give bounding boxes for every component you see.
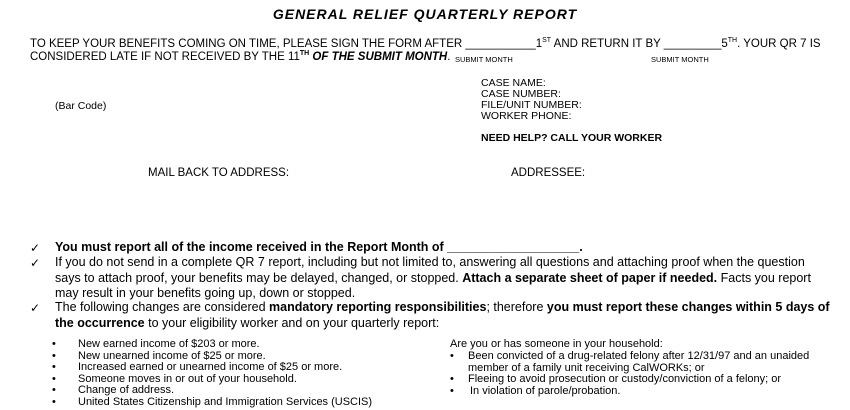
bullet-icon: • [52,361,56,373]
check-icon: ✓ [30,256,41,270]
bullet-icon: • [52,338,56,350]
intro-sup-th-2: TH [299,50,310,58]
intro-line-1-part-a: TO KEEP YOUR BENEFITS COMING ON TIME, PLEASE SIGN THE FORM AFTER ___________1 [30,38,543,50]
case-number-label: CASE NUMBER: [481,88,561,100]
form-title: GENERAL RELIEF QUARTERLY REPORT [272,6,578,22]
addressee-label: ADDRESSEE: [511,167,586,179]
list-item: • Fleeing to avoid prosecution or custody/conviction of a felony; or [450,373,782,385]
list-item: • Someone moves in or out of your household. [52,372,297,385]
bullet-icon: • [52,384,56,396]
intro-line-2-part-c: . [447,51,451,63]
checklist-item-3 [55,300,830,331]
right-condition-list [450,351,809,397]
bullet-icon: • [52,349,56,362]
bullet-icon: • [450,373,454,385]
bullet-icon: • [52,372,56,385]
checklist-item-2 [55,255,830,302]
right-list-heading: Are you or has someone in your household: [450,338,663,350]
checklist-item-2-text-a: If you do not send in a complete QR 7 report, including but not limited to, answering all questions and attaching proof when the question says to attach proof, your benefits may be delayed, changed, or stopped. [55,255,805,285]
left-change-list [52,339,372,408]
list-item: • United States Citizenship and Immigration Services (USCIS) [52,395,373,408]
list-item-continued: member of a family unit receiving CalWORKs; or [468,361,705,374]
list-item: • In violation of parole/probation. [450,384,621,397]
check-icon: ✓ [30,301,41,315]
checklist-item-3-text-a: The following changes are considered [55,300,270,314]
intro-line-1-part-c: . YOUR QR 7 IS [737,38,821,50]
list-item: • New earned income of $203 or more. [52,338,260,350]
checklist-item-2-emphasis: Attach a separate sheet of paper if needed. [462,270,718,285]
file-unit-number-label: FILE/UNIT NUMBER: [481,99,582,111]
list-item: • Change of address. [52,384,175,396]
intro-line-2-part-b: OF THE SUBMIT MONTH [309,51,448,63]
mail-back-address-label: MAIL BACK TO ADDRESS: [148,167,290,179]
list-item: • New unearned income of $25 or more. [52,349,266,362]
checklist-item-2-text-c: Facts you report may result in your benefits going up, down or stopped. [55,270,811,300]
checklist-item-3-text-e: to your eligibility worker and on your quarterly report: [144,315,440,330]
intro-line-1 [30,38,821,50]
worker-phone-label: WORKER PHONE: [481,110,572,122]
list-item: • Been convicted of a drug-related felony after 12/31/97 and an unaided [450,350,810,362]
check-icon: ✓ [30,241,41,255]
intro-line-2 [30,51,450,63]
need-help-text: NEED HELP? CALL YOUR WORKER [481,132,663,144]
bullet-icon: • [450,350,454,362]
submit-month-label-1: SUBMIT MONTH [455,55,513,64]
list-item: • Increased earned or unearned income of $25 or more. [52,361,343,373]
bullet-icon: • [450,384,454,397]
intro-line-2-part-a: CONSIDERED LATE IF NOT RECEIVED BY THE 11 [30,51,300,63]
checklist-item-3-emphasis-2: you must report these changes within 5 days of the occurrence [55,300,830,330]
checklist-item-3-text-c: ; therefore [486,300,547,314]
bullet-icon: • [52,395,56,408]
intro-sup-st: ST [542,37,552,45]
checklist-item-1: You must report all of the income received in the Report Month of ___________________. [55,240,583,254]
intro-sup-th: TH [727,37,738,45]
submit-month-label-2: SUBMIT MONTH [651,55,709,64]
case-name-label: CASE NAME: [481,77,546,89]
barcode-label: (Bar Code) [55,100,107,112]
intro-line-1-part-b: AND RETURN IT BY _________5 [551,38,728,50]
checklist-item-3-emphasis-1: mandatory reporting responsibilities [269,300,487,314]
